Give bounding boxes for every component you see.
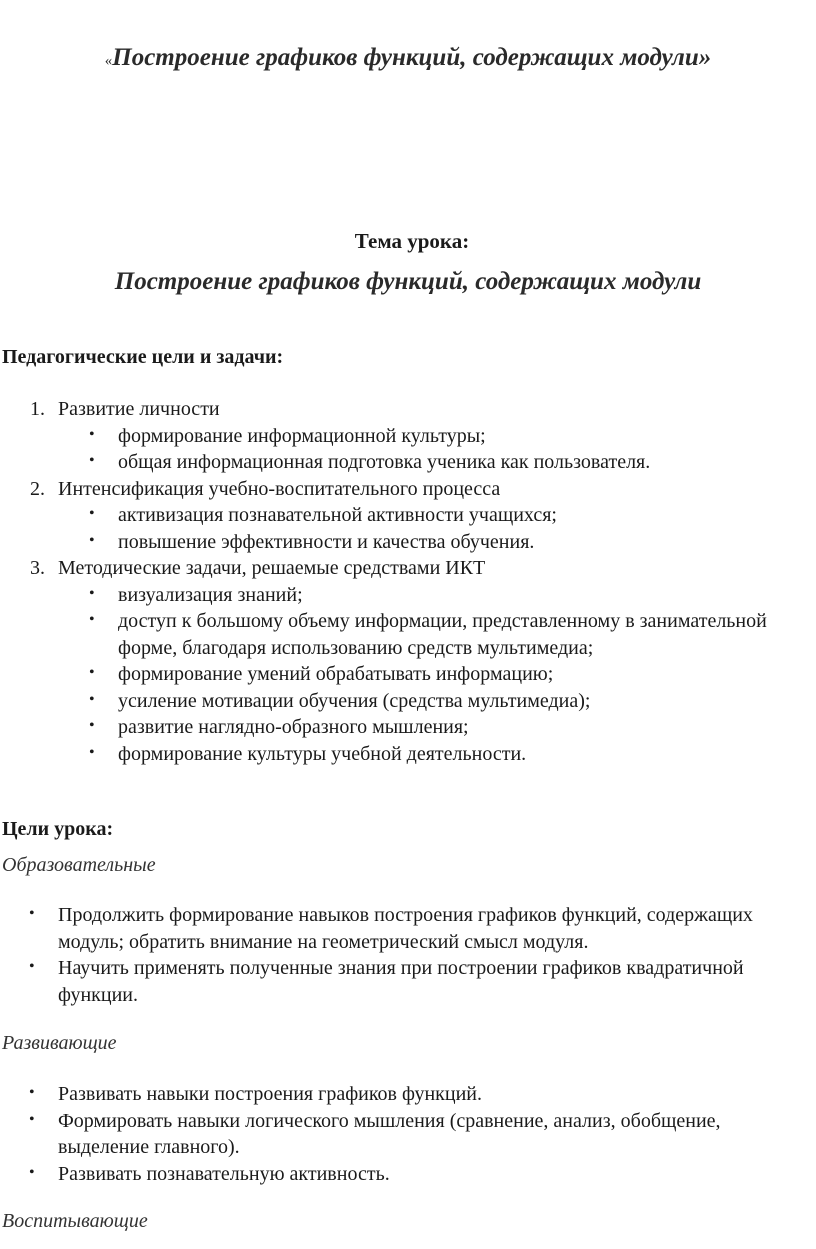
pedagogical-goals-list [0,396,816,767]
topic-title: Построение графиков функций, содержащих модули [114,268,702,295]
list-item: • визуализация знаний; [0,582,816,609]
upbringing-subheading: Воспитывающие [2,1210,148,1232]
title-close-quote: » [698,44,712,71]
list-item: • формирование культуры учебной деятельности. [0,741,816,768]
list-item: • повышение эффективности и качества обучения. [0,529,816,556]
bullet-icon: • [89,690,95,708]
bullet-icon: • [89,664,95,681]
bullet-icon: • [89,611,95,628]
bullet-icon: • [89,505,95,522]
list-item: • Научить применять полученные знания при построении графиков квадратичной функции. [0,955,816,1008]
bullet-icon: • [89,584,95,602]
item-number: 3. [30,557,45,579]
list-item: • Развивать познавательную активность. [0,1161,816,1188]
topic-label: Тема урока: [354,229,470,253]
bullet-icon: • [29,958,35,975]
list-item: • формирование умений обрабатывать информацию; [0,661,816,688]
bullet-icon: • [89,717,95,734]
item-label: Интенсификация учебно-воспитательного процесса [58,477,501,500]
list-item: • активизация познавательной активности учащихся; [0,502,816,529]
title-open-quote: « [104,53,113,69]
bullet-icon: • [89,425,95,443]
educational-subheading: Образовательные [2,854,156,876]
list-item: • доступ к большому объему информации, представленному в занимательной форме, благодаря использованию средств мультимедиа; [0,608,816,661]
numbered-item [0,555,816,582]
title-text: Построение графиков функций, содержащих модули [112,44,699,71]
item-label: Развитие личности [58,398,220,420]
item-number: 2. [30,477,45,500]
list-item: • усиление мотивации обучения (средства мультимедиа); [0,688,816,715]
bullet-icon: • [89,452,95,469]
list-item: • развитие наглядно-образного мышления; [0,714,816,741]
list-item: • общая информационная подготовка ученика как пользователя. [0,449,816,476]
bullet-icon: • [29,1110,35,1128]
pedagogical-goals-heading: Педагогические цели и задачи: [2,346,284,368]
developmental-subheading: Развивающие [2,1032,117,1054]
bullet-icon: • [89,531,95,549]
bullet-icon: • [29,1084,35,1101]
numbered-item [0,396,816,423]
lesson-goals-heading: Цели урока: [2,818,114,840]
bullet-icon: • [89,743,95,761]
bullet-icon: • [29,905,35,922]
list-item: • Продолжить формирование навыков построения графиков функций, содержащих модуль; обратить внимание на геометрический смысл модуля. [0,902,816,955]
document-title [0,44,816,72]
item-label: Методические задачи, решаемые средствами ИКТ [58,557,486,579]
item-number: 1. [30,398,45,420]
list-item: • Формировать навыки логического мышления (сравнение, анализ, обобщение, выделение главного). [0,1108,816,1161]
developmental-goals-list [0,1081,816,1187]
educational-goals-list [0,902,816,1008]
numbered-item [0,476,816,503]
list-item: • формирование информационной культуры; [0,423,816,450]
bullet-icon: • [29,1163,35,1181]
list-item: • Развивать навыки построения графиков функций. [0,1081,816,1108]
